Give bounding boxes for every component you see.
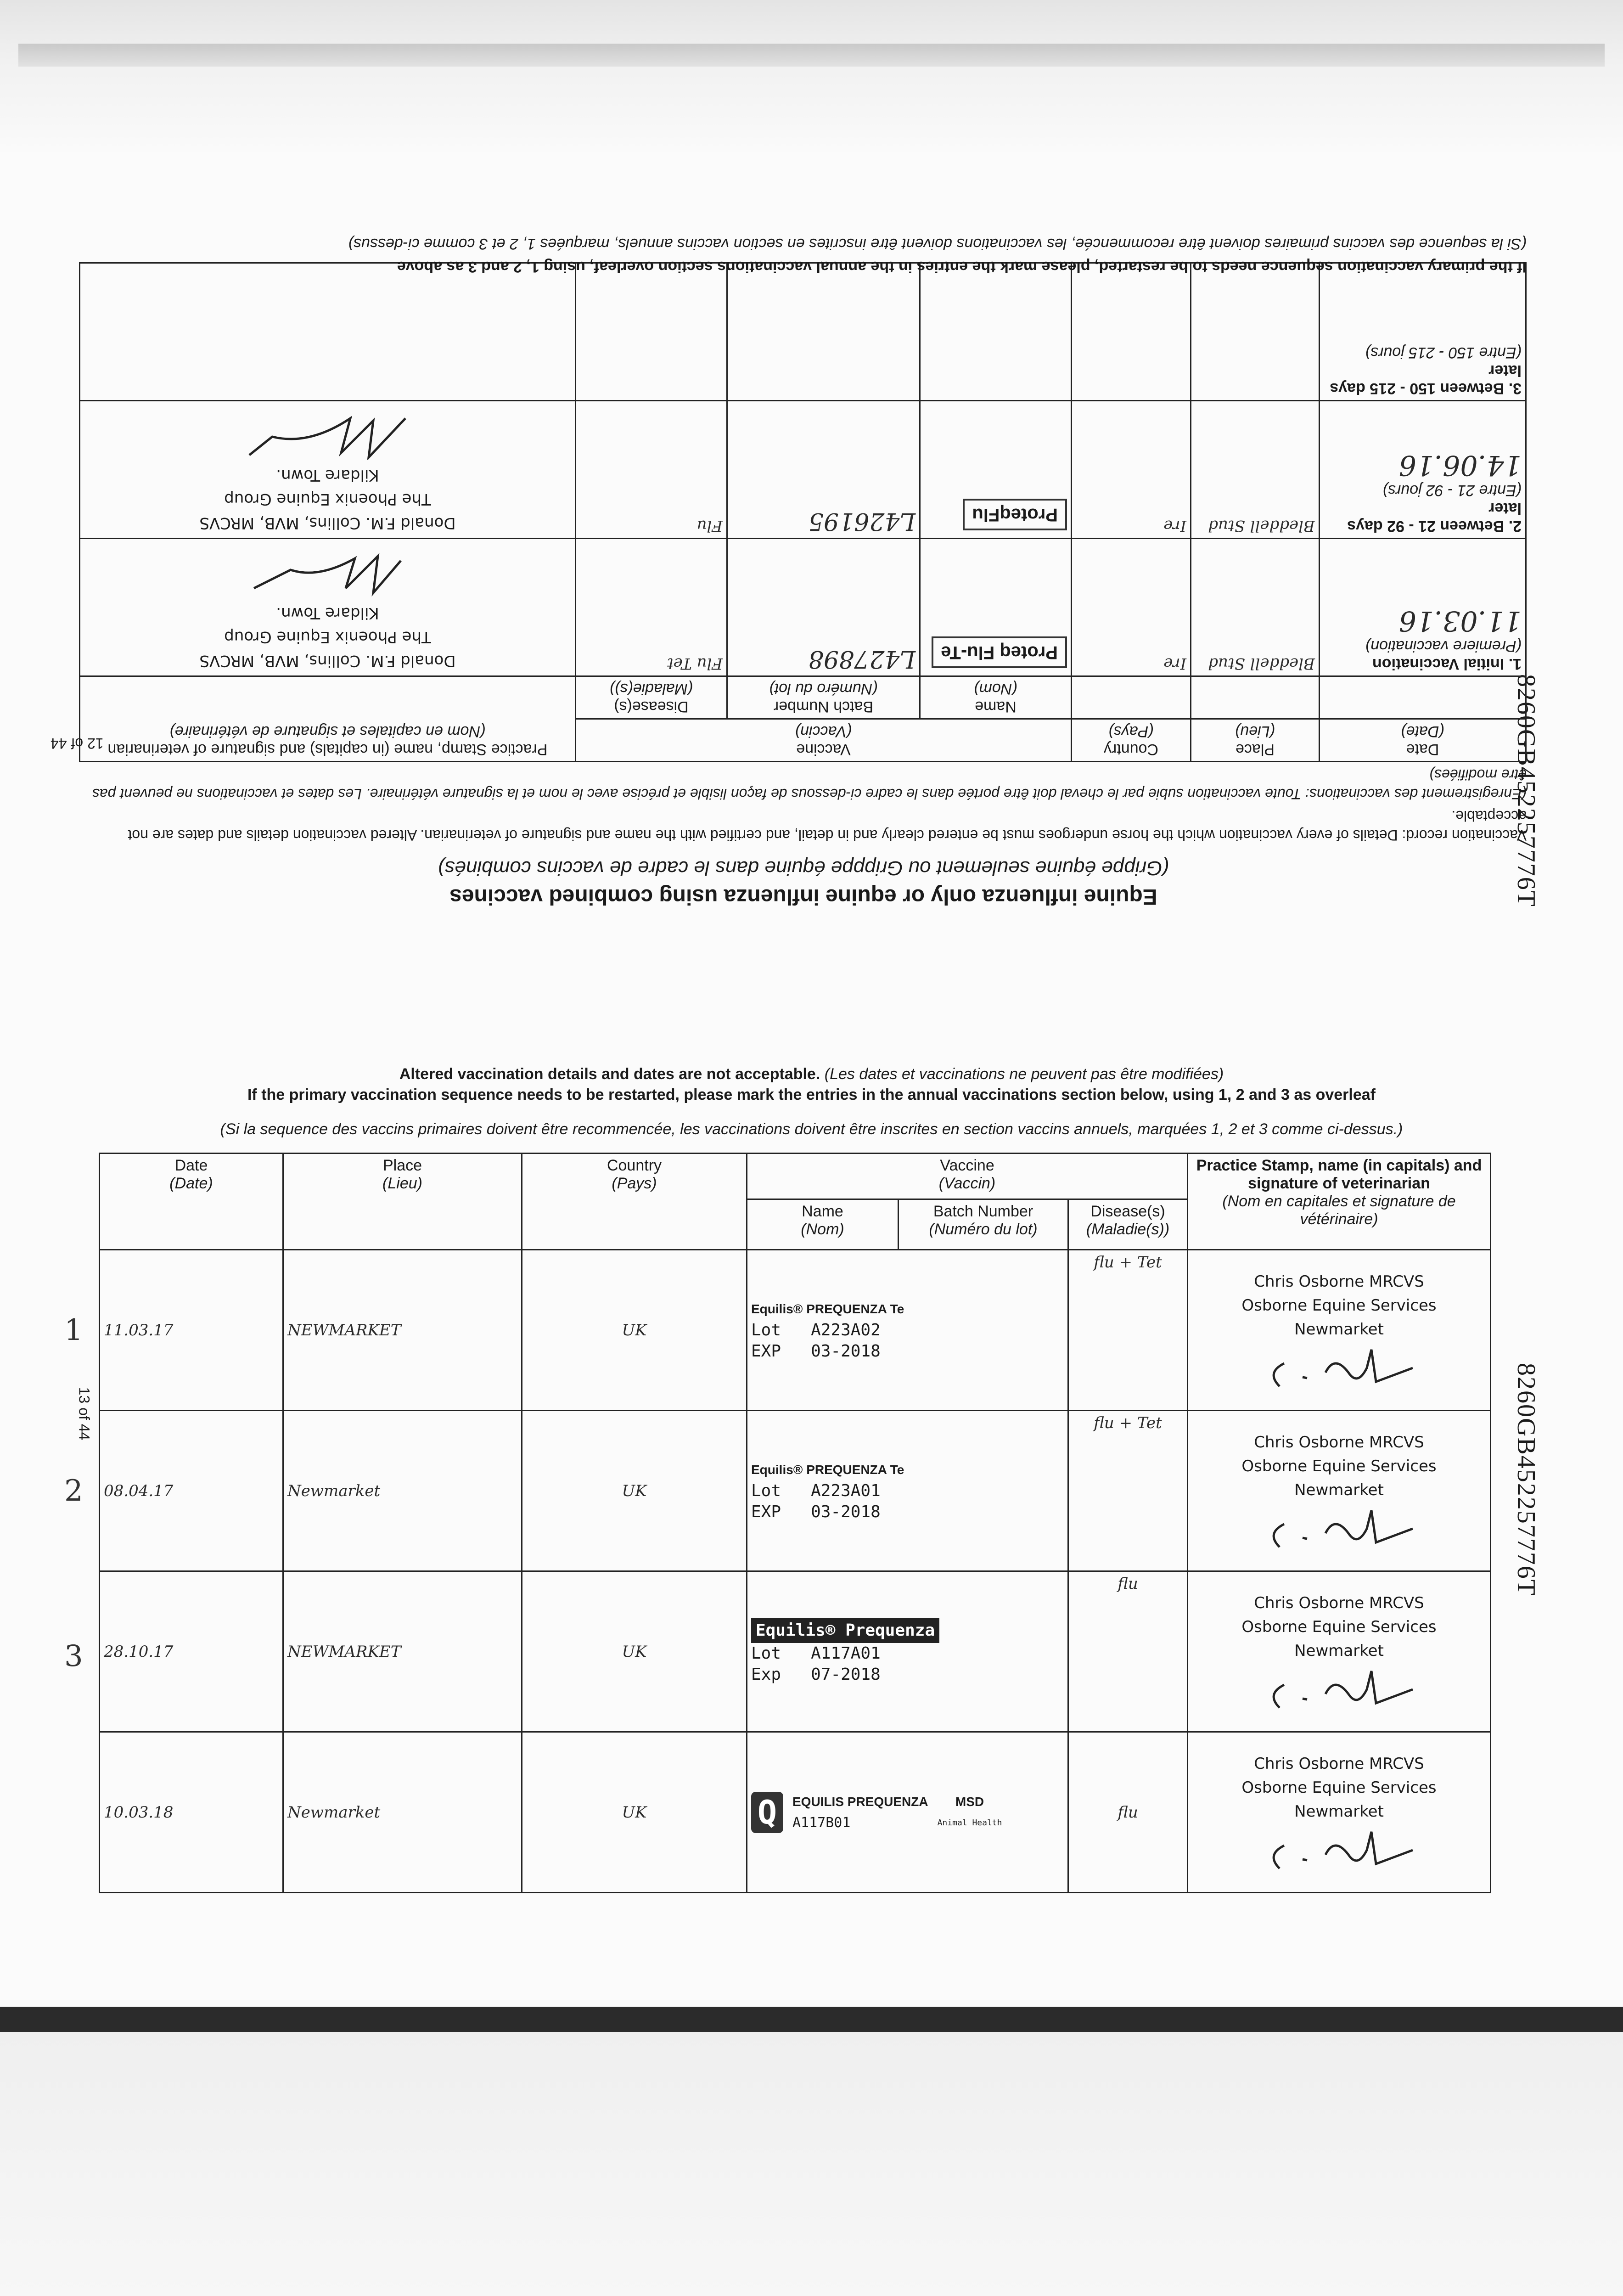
lower-col-place: Place (Lieu) (283, 1154, 522, 1250)
lower-col-country: Country (Pays) (522, 1154, 747, 1250)
scan-bottom-band (0, 2032, 1623, 2296)
upper-col-name: Name (Nom) (920, 676, 1072, 719)
row-index-2: 2 (64, 1474, 83, 1508)
vet-stamp: Chris Osborne MRCVS Osborne Equine Services Newmarket (1188, 1571, 1491, 1732)
scan-top-band (0, 0, 1623, 152)
lower-col-name: Name (Nom) (747, 1199, 899, 1250)
table-row: 10.03.18 Newmarket UK Q EQUILIS PREQUENZA A117B01 MSD Animal Health flu Chris Osborne MRCVS Osborne Equine Services Newmarket (100, 1732, 1491, 1893)
vet-stamp: Donald F.M. Collins, MVB, MRCVS The Phoenix Equine Group Kildare Town. (79, 539, 575, 676)
lower-col-disease: Disease(s) (Maladie(s)) (1068, 1199, 1188, 1250)
row-index-3: 3 (64, 1639, 83, 1673)
upper-title: Equine influenza only or equine influenza using combined vaccines (449, 884, 1157, 909)
upper-restart-note-fr: (Si la sequence des vaccins primaires doivent être recommencée, les vaccinations doivent être inscrites en section vaccins annuels, marquées 1, 2 et 3 comme ci-dessus) (348, 235, 1527, 253)
scan-bottom-bar (0, 2007, 1623, 2032)
upper-vaccination-table (79, 262, 1527, 762)
signature (1257, 1666, 1422, 1712)
lower-col-batch: Batch Number (Numéro du lot) (899, 1199, 1068, 1250)
scan-fold-line (18, 44, 1605, 67)
upper-title-fr: (Grippe équine seulement ou Gripppe équine dans le cadre de vaccins combinés) (438, 857, 1169, 879)
lower-altered-note: Altered vaccination details and dates are not acceptable. (Les dates et vaccinations ne peuvent pas être modifiées) (399, 1065, 1224, 1083)
upper-col-vaccine: Vaccine (Vaccin) (575, 719, 1071, 762)
upper-page (80, 230, 1527, 918)
vaccine-sticker: Equilis® PREQUENZA Te Lot A223A01 EXP 03-2018 (747, 1411, 1068, 1571)
vaccine-label: Proteq Flu-Te (932, 636, 1067, 668)
page-number-upper: 12 of 44 (51, 735, 104, 752)
document-id-upper: 8260GB452257776T (1512, 674, 1540, 907)
upper-col-date: Date (Date) (1320, 719, 1526, 762)
upper-col-place: Place (Lieu) (1191, 719, 1320, 762)
lower-col-practice: Practice Stamp, name (in capitals) and signature of veterinarian (Nom en capitales et signature de vétérinaire) (1188, 1154, 1491, 1250)
row-index-1: 1 (64, 1313, 83, 1347)
table-row: 11.03.17 NEWMARKET UK Equilis® PREQUENZA Te Lot A223A02 EXP 03-2018 flu + Tet Chris Osborne MRCVS Osborne Equine Services Newmarket (100, 1250, 1491, 1411)
vaccine-sticker: Q EQUILIS PREQUENZA A117B01 MSD Animal Health (747, 1732, 1068, 1893)
vet-stamp: Chris Osborne MRCVS Osborne Equine Services Newmarket (1188, 1250, 1491, 1411)
upper-col-disease: Disease(s) (Maladie(s)) (575, 676, 727, 719)
table-row: 28.10.17 NEWMARKET UK Equilis® Prequenza Lot A117A01 Exp 07-2018 flu Chris Osborne MRCVS Osborne Equine Services Newmarket (100, 1571, 1491, 1732)
upper-col-batch: Batch Number (Numéro du lot) (727, 676, 920, 719)
q-logo-icon: Q (751, 1792, 783, 1833)
table-row: 08.04.17 Newmarket UK Equilis® PREQUENZA Te Lot A223A01 EXP 03-2018 flu + Tet Chris Osborne MRCVS Osborne Equine Services Newmarket (100, 1411, 1491, 1571)
lower-vaccination-table (99, 1153, 1491, 1893)
vaccine-sticker: Equilis® Prequenza Lot A117A01 Exp 07-2018 (747, 1571, 1068, 1732)
vet-stamp: Donald F.M. Collins, MVB, MRCVS The Phoenix Equine Group Kildare Town. (79, 401, 575, 539)
msd-logo: MSD (955, 1794, 984, 1809)
vaccine-label: ProteqFlu (963, 499, 1067, 530)
vaccine-sticker: Equilis® PREQUENZA Te Lot A223A02 EXP 03-2018 (747, 1250, 1068, 1411)
table-row: 2. Between 21 - 92 days later (Entre 21 - 92 jours) 14.06.16 Bleddell Stud Ire ProteqFlu L426195 Flu Donald F.M. Collins, MVB, MRCVS The Phoenix Equine Group Kildare Town. (79, 401, 1526, 539)
upper-col-practice: Practice Stamp, name (in capitals) and signature of veterinarian (Nom en capitales et signature de vétérinaire) (79, 676, 575, 762)
lower-restart-note: If the primary vaccination sequence needs to be restarted, please mark the entries in the annual vaccinations section below, using 1, 2 and 3 as overleaf (247, 1086, 1376, 1103)
lower-restart-note-fr: (Si la sequence des vaccins primaires doivent être recommencée, les vaccinations doivent être inscrites en section vaccins annuels, marquées 1, 2 et 3 comme ci-dessus.) (220, 1120, 1403, 1138)
signature (245, 414, 410, 460)
signature (245, 551, 410, 597)
document-id-lower: 8260GB452257776T (1512, 1363, 1540, 1596)
table-row: 3. Between 150 - 215 days later (Entre 150 - 215 jours) (79, 263, 1526, 401)
upper-col-country: Country (Pays) (1072, 719, 1191, 762)
upper-record-intro-fr: (Enregistrement des vaccinations: Toute vaccination subie par le cheval doit être portée dans le cadre ci-dessous de façon lisible et précise avec le nom et la signature vétérinaire. Les dates et vaccinations ne peuvent pas être modifiées) (92, 766, 1527, 802)
upper-restart-note: If the primary vaccination sequence needs to be restarted, please mark the entries in the annual vaccinations section overleaf, using 1, 2 and 3 as above (397, 258, 1527, 276)
lower-col-vaccine: Vaccine (Vaccin) (747, 1154, 1188, 1199)
upper-record-intro: Vaccination record: Details of every vaccination which the horse undergoes must be entered clearly and in detail, and certified with the name and signature of veterinarian. Altered vaccination details and dates are not acceptable. (128, 808, 1527, 844)
vet-stamp: Chris Osborne MRCVS Osborne Equine Services Newmarket (1188, 1411, 1491, 1571)
vet-stamp: Chris Osborne MRCVS Osborne Equine Services Newmarket (1188, 1732, 1491, 1893)
signature (1257, 1827, 1422, 1873)
table-row: 1. Initial Vaccination (Premiere vaccination) 11.03.16 Bleddell Stud Ire Proteq Flu-Te L427898 Flu Tet Donald F.M. Collins, MVB, MRCVS The Phoenix Equine Group Kildare Town. (79, 539, 1526, 676)
signature (1257, 1506, 1422, 1552)
signature (1257, 1345, 1422, 1391)
lower-col-date: Date (Date) (100, 1154, 283, 1250)
page-number-lower: 13 of 44 (76, 1387, 93, 1441)
